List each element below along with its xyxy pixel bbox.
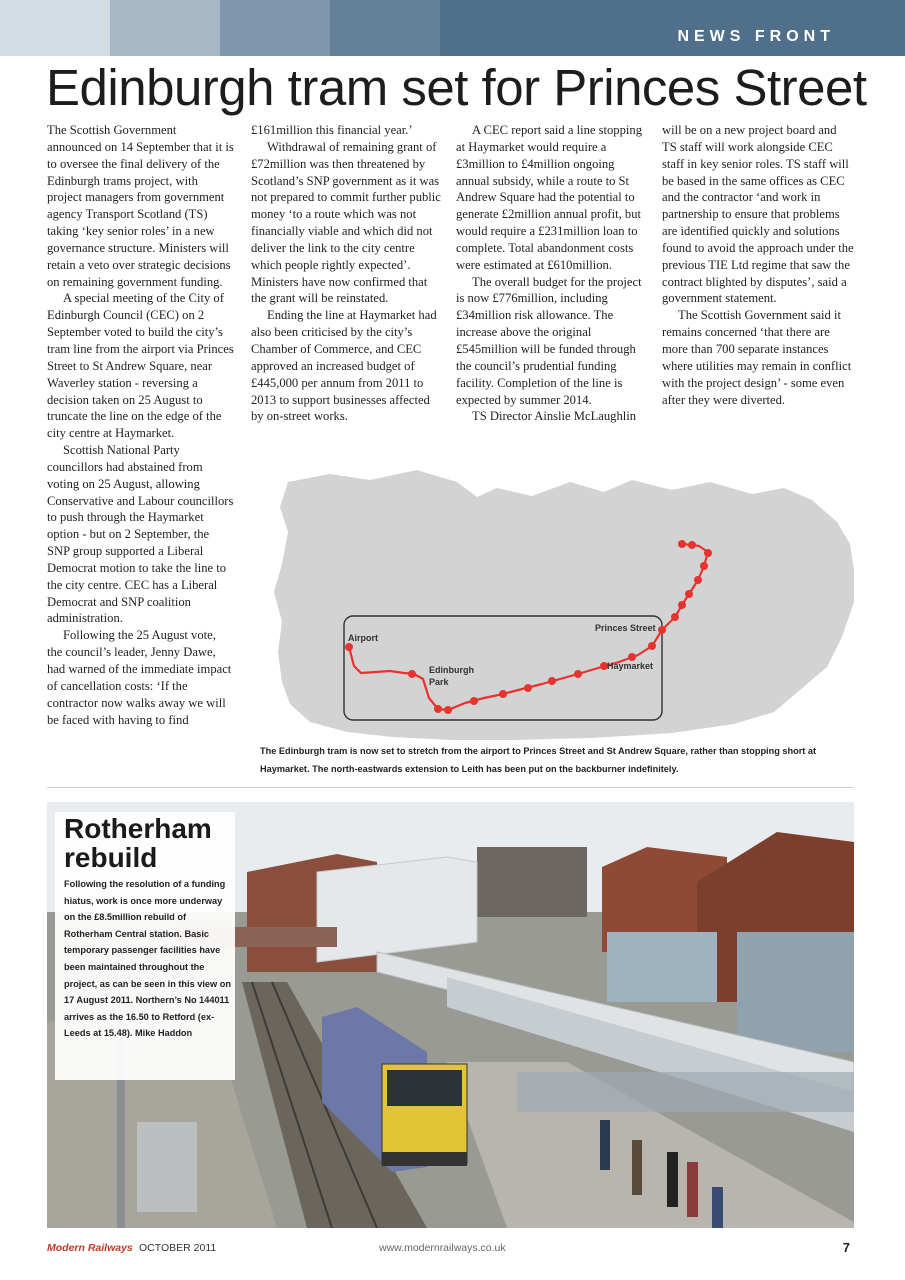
article-paragraph: £161million this financial year.’ <box>251 123 413 137</box>
tram-stop <box>548 677 556 685</box>
header-band-segment <box>330 0 440 56</box>
map-caption: The Edinburgh tram is now set to stretch from the airport to Princes Street and St Andrew Square, rather than stopping short at Haymarket. The north-eastwards extension to Leith has been put on the backburner indefinitely. <box>260 746 817 774</box>
article-paragraph: TS Director Ainslie McLaughlin <box>472 409 637 424</box>
site-cabins <box>607 932 717 1002</box>
tram-stop <box>434 705 442 713</box>
tram-stop <box>694 576 702 584</box>
tram-stop <box>678 540 686 548</box>
tram-stop <box>444 706 452 714</box>
site-fence <box>517 1072 854 1112</box>
footer-issue-date: OCTOBER 2011 <box>139 1242 217 1254</box>
passenger-figure <box>712 1187 723 1228</box>
article-column-3 <box>456 122 646 425</box>
footer-magazine-name: Modern Railways <box>47 1242 133 1254</box>
map-label-airport: Airport <box>348 633 378 643</box>
passenger-figure <box>600 1120 610 1170</box>
article-column-2 <box>251 122 441 425</box>
tram-stop <box>345 643 353 651</box>
passenger-figure <box>632 1140 642 1195</box>
header-band <box>0 0 905 56</box>
section-divider <box>47 787 854 788</box>
tram-stop <box>470 697 478 705</box>
tram-stop <box>688 541 696 549</box>
tram-stop <box>524 684 532 692</box>
article-paragraph: Following the 25 August vote, the council’s leader, Jenny Dawe, had warned of the immediate impact of cancellation costs: ‘If the contractor now walks away we will be faced with having to find <box>47 628 232 727</box>
passenger-figure <box>667 1152 678 1207</box>
tram-stop <box>658 626 666 634</box>
article-paragraph: Ending the line at Haymarket had also been criticised by the city’s Chamber of Commerce, and CEC approved an increased budget of £445,000 per annum from 2011 to 2013 to support businesses affected by on-street works. <box>251 308 437 424</box>
photo-feature-title <box>64 814 212 872</box>
tram-stop <box>408 670 416 678</box>
photo-feature-caption: Following the resolution of a funding hiatus, work is once more underway on the £8.5million rebuild of Rotherham Central station. Basic temporary passenger facilities have been maintained throughout the project, as can be seen in this view on 17 August 2011. Northern’s No 144011 arrives as the 16.50 to Retford (ex-Leeds at 15.48). Mike Haddon <box>64 879 231 1039</box>
map-label-princes-street: Princes Street <box>595 623 656 633</box>
article-column-1 <box>47 122 234 728</box>
header-band-segment <box>0 0 110 56</box>
ticket-machine <box>137 1122 197 1212</box>
tram-map-svg <box>252 452 854 740</box>
article-paragraph: A special meeting of the City of Edinburgh Council (CEC) on 2 September voted to build the city’s tram line from the airport via Princes Street to St Andrew Square, near Waverley station - reversing a decision taken on 25 August to truncate the line on the edge of the city centre at Haymarket. <box>47 291 234 441</box>
tram-stop <box>499 690 507 698</box>
tram-stop <box>685 590 693 598</box>
passenger-figure <box>687 1162 698 1217</box>
train-windscreen <box>387 1070 462 1106</box>
map-label-edinburgh-park: Park <box>429 677 449 687</box>
article-headline: Edinburgh tram set for Princes Street <box>46 59 867 116</box>
header-band-segment <box>440 0 905 56</box>
photo-feature-panel <box>55 812 235 1080</box>
page-footer <box>47 1242 854 1258</box>
article-paragraph: The Scottish Government said it remains concerned ‘that there are more than 700 separate instances where utilities may remain in conflict with the project design’ - some even after they were diverted. <box>662 308 852 407</box>
article-paragraph: The Scottish Government announced on 14 September that it is to oversee the final delivery of the Edinburgh trams project, with project managers from government agency Transport Scotland (TS) taking ‘key senior roles’ in a new governance structure. Ministers will retain a veto over strategic decisions on remaining government funding. <box>47 123 234 289</box>
map-land-area <box>274 470 854 740</box>
tram-stop <box>648 642 656 650</box>
tram-stop <box>671 613 679 621</box>
station-building <box>477 847 587 917</box>
site-cabins <box>737 932 854 1052</box>
tram-stop <box>628 653 636 661</box>
tram-stop <box>700 562 708 570</box>
article-paragraph: will be on a new project board and TS staff will work alongside CEC staff in key senior roles. TS staff will be based in the same offices as CEC and the contractor ‘and work in partnership to ensure that problems are identified quickly and solutions found to avoid the approach under the previous TIE Ltd regime that saw the contract blighted by disputes’, said a government statement. <box>662 123 854 306</box>
photo-feature-title-line: Rotherham <box>64 813 212 844</box>
tram-stop <box>704 549 712 557</box>
header-band-segment <box>110 0 220 56</box>
article-paragraph: A CEC report said a line stopping at Haymarket would require a £3million to £4million ongoing annual subsidy, while a route to St Andrew Square had the potential to generate £2million annual profit, but would require a £231million loan to complete. Total abandonment costs were estimated at £610million. <box>456 123 642 272</box>
article-paragraph: Withdrawal of remaining grant of £72million was then threatened by Scotland’s SNP government as it was not prepared to commit further public money ‘to a route which was not financially viable and which did not deliver the link to the city centre which people rightly expected’. Ministers have now confirmed that the grant will be reinstated. <box>251 139 441 306</box>
article-paragraph: The overall budget for the project is now £776million, including £34million risk allowance. The increase above the original £545million will be funded through the council’s prudential funding facility. Completion of the line is expected by summer 2014. <box>456 274 642 407</box>
train-buffer <box>382 1152 467 1166</box>
footer-website: www.modernrailways.co.uk <box>379 1242 506 1254</box>
header-band-segment <box>220 0 330 56</box>
photo-feature-title-line: rebuild <box>64 842 158 873</box>
page-number: 7 <box>842 1240 850 1255</box>
map-label-edinburgh-park: Edinburgh <box>429 665 474 675</box>
tram-stop <box>574 670 582 678</box>
map-label-haymarket: Haymarket <box>607 661 654 671</box>
tram-route-map <box>252 452 854 740</box>
article-column-4 <box>662 122 854 408</box>
section-label: NEWS FRONT <box>677 28 835 45</box>
article-paragraph: Scottish National Party councillors had abstained from voting on 25 August, allowing Conservative and Labour councillors to push through the Haymarket option - but on 2 September, the SNP group supported a Liberal Democrat motion to take the line to the city centre. CEC has a Liberal Democrat and SNP coalition administration. <box>47 443 234 626</box>
tram-stop <box>678 601 686 609</box>
